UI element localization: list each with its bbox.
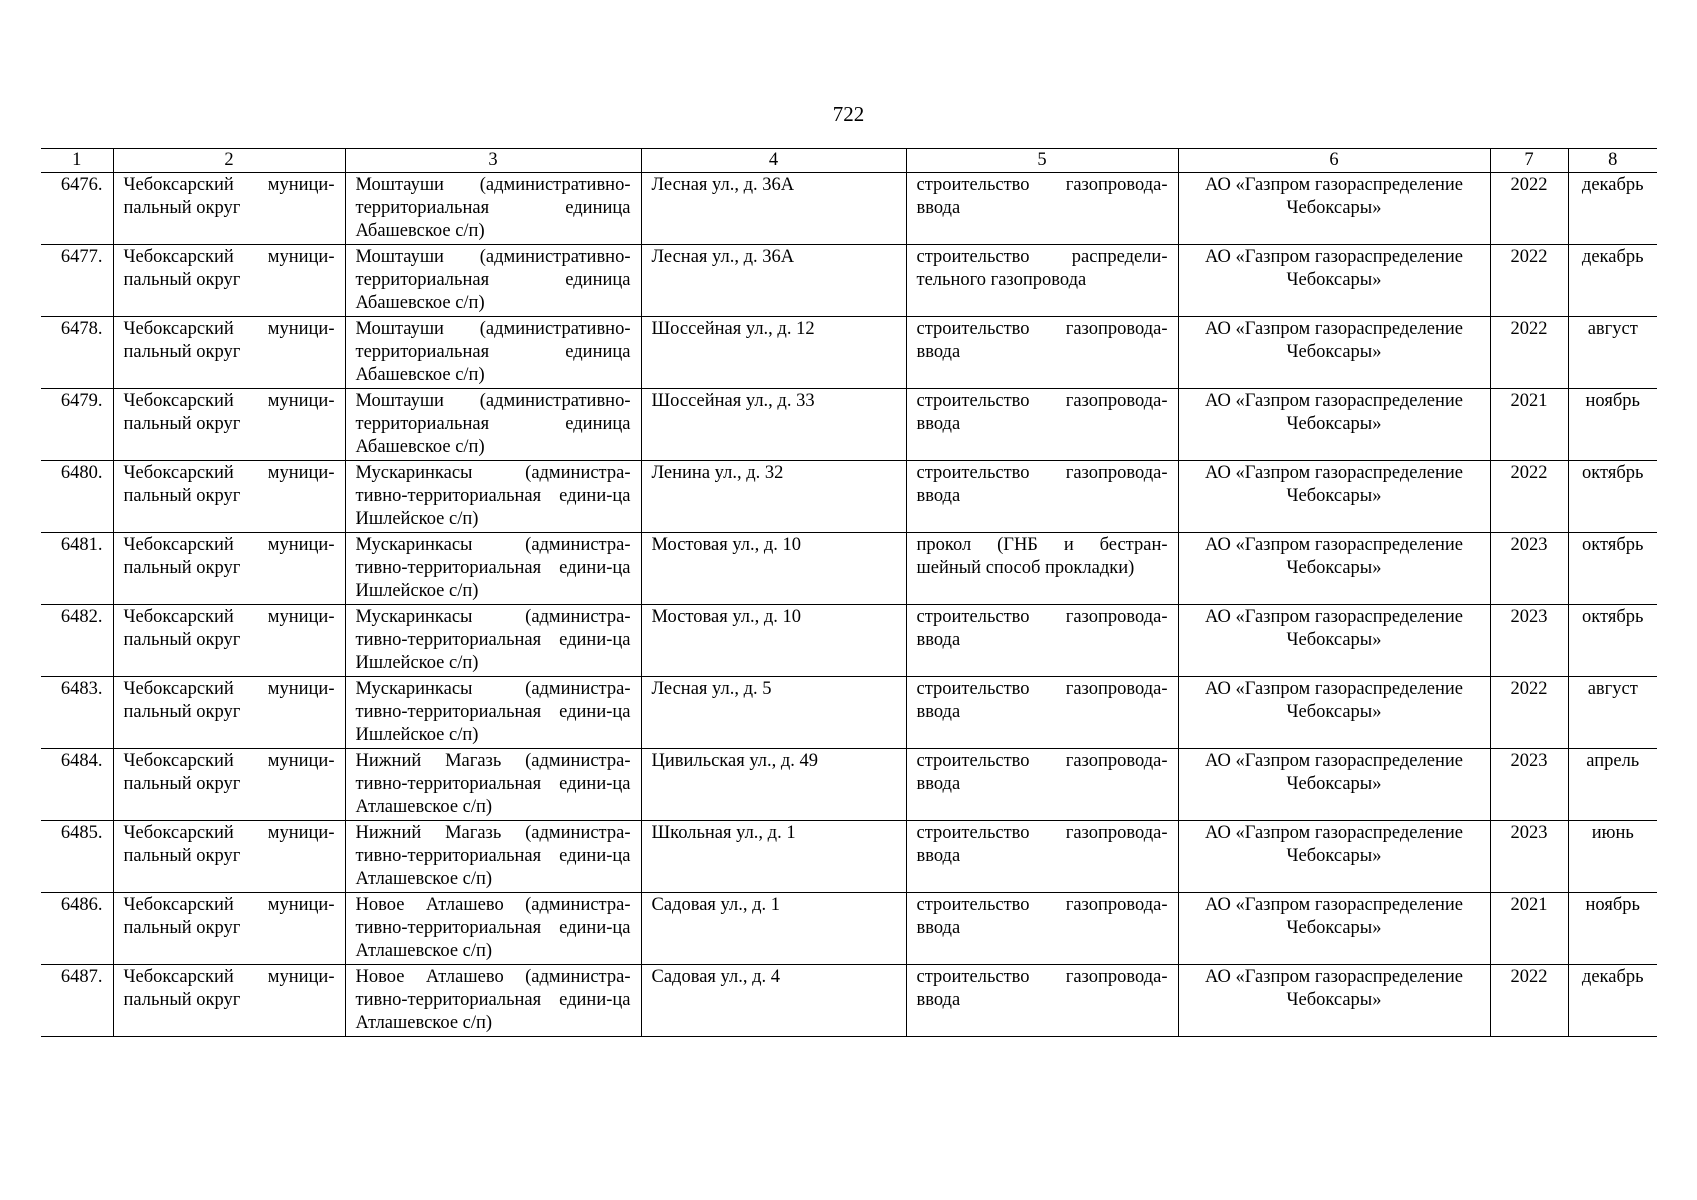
cell-month: август [1568, 317, 1657, 389]
cell-month: декабрь [1568, 173, 1657, 245]
cell-district: Чебоксарский муници-пальный округ [113, 677, 345, 749]
cell-organization: АО «Газпром газораспределение Чебоксары» [1178, 893, 1490, 965]
cell-address: Школьная ул., д. 1 [641, 821, 906, 893]
cell-locality: Мускаринкасы (администра-тивно-территориальная едини-ца Ишлейское с/п) [345, 605, 641, 677]
cell-month: ноябрь [1568, 893, 1657, 965]
cell-district: Чебоксарский муници-пальный округ [113, 821, 345, 893]
cell-address: Лесная ул., д. 36А [641, 245, 906, 317]
cell-locality: Моштауши (административно-территориальная единица Абашевское с/п) [345, 389, 641, 461]
cell-row-number: 6482. [41, 605, 113, 677]
cell-district: Чебоксарский муници-пальный округ [113, 245, 345, 317]
cell-month: ноябрь [1568, 389, 1657, 461]
table-row [41, 893, 1657, 965]
table-row [41, 245, 1657, 317]
table-row [41, 677, 1657, 749]
cell-work-type: строительство газопровода-ввода [906, 461, 1178, 533]
gas-pipeline-table [41, 148, 1657, 1037]
cell-address: Садовая ул., д. 1 [641, 893, 906, 965]
cell-locality: Мускаринкасы (администра-тивно-территориальная едини-ца Ишлейское с/п) [345, 677, 641, 749]
cell-row-number: 6487. [41, 965, 113, 1037]
table-row [41, 605, 1657, 677]
cell-locality: Нижний Магазь (администра-тивно-территориальная едини-ца Атлашевское с/п) [345, 749, 641, 821]
cell-row-number: 6486. [41, 893, 113, 965]
cell-row-number: 6483. [41, 677, 113, 749]
cell-row-number: 6476. [41, 173, 113, 245]
cell-year: 2021 [1490, 389, 1568, 461]
cell-address: Лесная ул., д. 5 [641, 677, 906, 749]
cell-work-type: строительство газопровода-ввода [906, 605, 1178, 677]
cell-year: 2022 [1490, 245, 1568, 317]
table-row [41, 533, 1657, 605]
cell-year: 2022 [1490, 677, 1568, 749]
cell-organization: АО «Газпром газораспределение Чебоксары» [1178, 317, 1490, 389]
column-header: 7 [1490, 149, 1568, 173]
cell-month: август [1568, 677, 1657, 749]
cell-district: Чебоксарский муници-пальный округ [113, 461, 345, 533]
cell-locality: Моштауши (административно-территориальная единица Абашевское с/п) [345, 245, 641, 317]
cell-year: 2022 [1490, 317, 1568, 389]
cell-month: декабрь [1568, 245, 1657, 317]
cell-address: Лесная ул., д. 36А [641, 173, 906, 245]
cell-row-number: 6480. [41, 461, 113, 533]
cell-locality: Новое Атлашево (администра-тивно-территориальная едини-ца Атлашевское с/п) [345, 965, 641, 1037]
column-header: 8 [1568, 149, 1657, 173]
table-row [41, 389, 1657, 461]
cell-organization: АО «Газпром газораспределение Чебоксары» [1178, 821, 1490, 893]
cell-address: Мостовая ул., д. 10 [641, 605, 906, 677]
cell-address: Ленина ул., д. 32 [641, 461, 906, 533]
cell-district: Чебоксарский муници-пальный округ [113, 893, 345, 965]
table-row [41, 965, 1657, 1037]
cell-address: Шоссейная ул., д. 33 [641, 389, 906, 461]
cell-address: Садовая ул., д. 4 [641, 965, 906, 1037]
cell-year: 2022 [1490, 965, 1568, 1037]
cell-row-number: 6477. [41, 245, 113, 317]
cell-address: Цивильская ул., д. 49 [641, 749, 906, 821]
column-numbers-row [41, 149, 1657, 173]
cell-month: декабрь [1568, 965, 1657, 1037]
cell-month: октябрь [1568, 533, 1657, 605]
cell-work-type: строительство газопровода-ввода [906, 821, 1178, 893]
cell-organization: АО «Газпром газораспределение Чебоксары» [1178, 173, 1490, 245]
cell-district: Чебоксарский муници-пальный округ [113, 965, 345, 1037]
cell-organization: АО «Газпром газораспределение Чебоксары» [1178, 461, 1490, 533]
column-header: 1 [41, 149, 113, 173]
cell-month: октябрь [1568, 461, 1657, 533]
table-row [41, 173, 1657, 245]
column-header: 3 [345, 149, 641, 173]
cell-row-number: 6485. [41, 821, 113, 893]
table-row [41, 317, 1657, 389]
cell-year: 2023 [1490, 749, 1568, 821]
cell-work-type: прокол (ГНБ и бестран-шейный способ прокладки) [906, 533, 1178, 605]
cell-district: Чебоксарский муници-пальный округ [113, 173, 345, 245]
cell-organization: АО «Газпром газораспределение Чебоксары» [1178, 533, 1490, 605]
cell-organization: АО «Газпром газораспределение Чебоксары» [1178, 749, 1490, 821]
cell-locality: Мускаринкасы (администра-тивно-территориальная едини-ца Ишлейское с/п) [345, 533, 641, 605]
column-header: 5 [906, 149, 1178, 173]
cell-locality: Моштауши (административно-территориальная единица Абашевское с/п) [345, 317, 641, 389]
cell-work-type: строительство газопровода-ввода [906, 893, 1178, 965]
cell-organization: АО «Газпром газораспределение Чебоксары» [1178, 677, 1490, 749]
column-header: 4 [641, 149, 906, 173]
cell-work-type: строительство газопровода-ввода [906, 749, 1178, 821]
cell-year: 2023 [1490, 821, 1568, 893]
column-header: 2 [113, 149, 345, 173]
cell-locality: Мускаринкасы (администра-тивно-территориальная едини-ца Ишлейское с/п) [345, 461, 641, 533]
cell-year: 2023 [1490, 605, 1568, 677]
cell-work-type: строительство газопровода-ввода [906, 677, 1178, 749]
cell-row-number: 6484. [41, 749, 113, 821]
cell-row-number: 6479. [41, 389, 113, 461]
cell-locality: Моштауши (административно-территориальная единица Абашевское с/п) [345, 173, 641, 245]
cell-year: 2021 [1490, 893, 1568, 965]
cell-locality: Нижний Магазь (администра-тивно-территориальная едини-ца Атлашевское с/п) [345, 821, 641, 893]
table-body [41, 149, 1657, 1037]
cell-organization: АО «Газпром газораспределение Чебоксары» [1178, 965, 1490, 1037]
cell-district: Чебоксарский муници-пальный округ [113, 389, 345, 461]
cell-district: Чебоксарский муници-пальный округ [113, 533, 345, 605]
column-header: 6 [1178, 149, 1490, 173]
page-number: 722 [832, 102, 865, 126]
cell-address: Мостовая ул., д. 10 [641, 533, 906, 605]
cell-work-type: строительство газопровода-ввода [906, 317, 1178, 389]
cell-address: Шоссейная ул., д. 12 [641, 317, 906, 389]
cell-work-type: строительство газопровода-ввода [906, 965, 1178, 1037]
cell-district: Чебоксарский муници-пальный округ [113, 317, 345, 389]
cell-month: октябрь [1568, 605, 1657, 677]
cell-organization: АО «Газпром газораспределение Чебоксары» [1178, 605, 1490, 677]
cell-work-type: строительство газопровода-ввода [906, 173, 1178, 245]
cell-year: 2022 [1490, 173, 1568, 245]
cell-organization: АО «Газпром газораспределение Чебоксары» [1178, 389, 1490, 461]
cell-work-type: строительство газопровода-ввода [906, 389, 1178, 461]
table-row [41, 749, 1657, 821]
table-row [41, 461, 1657, 533]
cell-locality: Новое Атлашево (администра-тивно-территориальная едини-ца Атлашевское с/п) [345, 893, 641, 965]
table-row [41, 821, 1657, 893]
cell-year: 2023 [1490, 533, 1568, 605]
cell-work-type: строительство распредели-тельного газопровода [906, 245, 1178, 317]
cell-month: апрель [1568, 749, 1657, 821]
cell-year: 2022 [1490, 461, 1568, 533]
cell-month: июнь [1568, 821, 1657, 893]
cell-organization: АО «Газпром газораспределение Чебоксары» [1178, 245, 1490, 317]
cell-row-number: 6481. [41, 533, 113, 605]
cell-district: Чебоксарский муници-пальный округ [113, 749, 345, 821]
cell-district: Чебоксарский муници-пальный округ [113, 605, 345, 677]
cell-row-number: 6478. [41, 317, 113, 389]
